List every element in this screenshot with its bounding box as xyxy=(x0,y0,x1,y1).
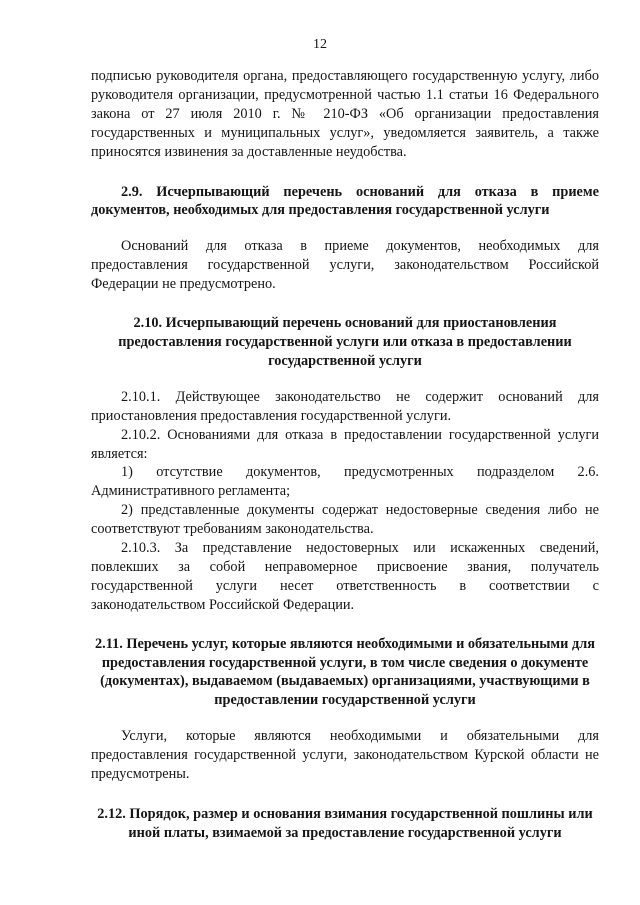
page-content xyxy=(91,67,599,843)
section-2-10-1: 2.10.1. Действующее законодательство не содержит оснований для приостановления предоставления государственной услуги. xyxy=(91,388,599,424)
section-2-10-3: 2.10.3. За представление недостоверных или искаженных сведений, повлекших за собой неправомерное присвоение звания, получатель государственной услуги несет ответственность в соответствии с законодательством Российской Федерации. xyxy=(91,540,599,613)
section-2-11-heading: 2.11. Перечень услуг, которые являются необходимыми и обязательными для предоставления государственной услуги, в том числе сведения о документе (документах), выдаваемом (выдаваемых) организациями, участвующими в предоставлении государственной услуги xyxy=(95,635,595,709)
page-number: 12 xyxy=(313,37,327,52)
section-2-10-2-item-1: 1) отсутствие документов, предусмотренных подразделом 2.6. Административного регламента; xyxy=(91,464,599,500)
section-2-11-body: Услуги, которые являются необходимыми и обязательными для предоставления государственной услуги, законодательством Курской области не предусмотрены. xyxy=(91,728,599,783)
section-2-9-body: Оснований для отказа в приеме документов, необходимых для предоставления государственной услуги, законодательством Российской Федерации не предусмотрено. xyxy=(91,238,599,293)
section-2-10-heading: 2.10. Исчерпывающий перечень оснований для приостановления предоставления государственной услуги или отказа в предоставлении государственной услуги xyxy=(118,315,572,369)
section-2-12-heading: 2.12. Порядок, размер и основания взимания государственной пошлины или иной платы, взимаемой за предоставление государственной услуги xyxy=(97,806,593,841)
section-2-9-heading: 2.9. Исчерпывающий перечень оснований для отказа в приеме документов, необходимых для предоставления государственной услуги xyxy=(91,183,599,219)
intro-paragraph: подписью руководителя органа, предоставляющего государственную услугу, либо руководителя организации, предусмотренной частью 1.1 статьи 16 Федерального закона от 27 июля 2010 г. № 210-ФЗ «Об организации предоставления государственных и муниципальных услуг», уведомляется заявитель, а также приносятся извинения за доставленные неудобства. xyxy=(91,68,599,160)
section-2-10-2-item-2: 2) представленные документы содержат недостоверные сведения либо не соответствуют требованиям законодательства. xyxy=(91,502,599,538)
section-2-10-2: 2.10.2. Основаниями для отказа в предоставлении государственной услуги является: xyxy=(91,426,599,462)
